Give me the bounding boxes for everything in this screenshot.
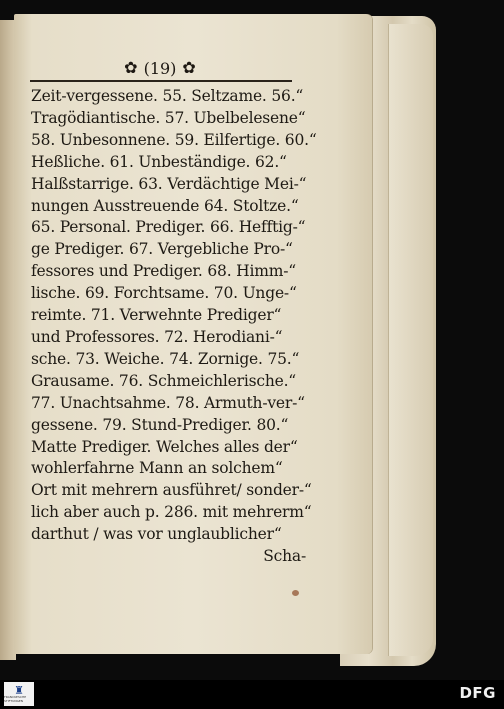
text-line: 77. Unachtsahme. 78. Armuth-ver-“ bbox=[31, 393, 305, 412]
text-line: nungen Ausstreuende 64. Stoltze.“ bbox=[31, 196, 299, 215]
viewer-footer bbox=[0, 680, 504, 709]
header-rule bbox=[30, 80, 292, 82]
ornament-left-icon: ✿ bbox=[124, 58, 138, 77]
text-line: Tragödiantische. 57. Ubelbelesene“ bbox=[31, 108, 306, 127]
text-line: Zeit-vergessene. 55. Seltzame. 56.“ bbox=[31, 87, 304, 105]
text-line: Heßliche. 61. Unbeständige. 62.“ bbox=[31, 152, 287, 171]
text-line: Ort mit mehrern ausführet/ sonder-“ bbox=[31, 481, 312, 500]
library-logo[interactable] bbox=[4, 682, 34, 706]
text-line: lich aber auch p. 286. mit mehrerm“ bbox=[31, 503, 312, 522]
text-line: wohlerfahrne Mann an solchem“ bbox=[31, 459, 283, 478]
text-line: lische. 69. Forchtsame. 70. Unge-“ bbox=[31, 284, 297, 303]
dfg-logo[interactable]: DFG bbox=[459, 684, 496, 702]
text-line: Grausame. 76. Schmeichlerische.“ bbox=[31, 371, 297, 390]
text-line: sche. 73. Weiche. 74. Zornige. 75.“ bbox=[31, 349, 300, 368]
text-line: darthut / was vor unglaublicher“ bbox=[31, 525, 282, 544]
text-line: reimte. 71. Verwehnte Prediger“ bbox=[31, 306, 282, 325]
text-line: 65. Personal. Prediger. 66. Hefftig-“ bbox=[31, 218, 306, 237]
page-text bbox=[31, 86, 317, 568]
ornament-right-icon: ✿ bbox=[182, 58, 196, 77]
text-line: Matte Prediger. Welches alles der“ bbox=[31, 437, 298, 456]
library-logo-caption: FRANCKESCHE STIFTUNGEN bbox=[4, 695, 27, 703]
page-stack-edge bbox=[388, 24, 433, 656]
page-number: (19) bbox=[143, 58, 177, 78]
text-line: und Professores. 72. Herodiani-“ bbox=[31, 327, 283, 346]
text-line: Halßstarrige. 63. Verdächtige Mei-“ bbox=[31, 174, 307, 193]
text-line: 58. Unbesonnene. 59. Eilfertige. 60.“ bbox=[31, 130, 317, 149]
text-line: fessores und Prediger. 68. Himm-“ bbox=[31, 262, 296, 281]
page-header bbox=[90, 56, 230, 80]
paper-stain bbox=[292, 590, 299, 596]
text-line: ge Prediger. 67. Vergebliche Pro-“ bbox=[31, 240, 293, 259]
library-logo-icon: ♜ bbox=[14, 684, 24, 698]
text-line: gessene. 79. Stund-Prediger. 80.“ bbox=[31, 415, 289, 434]
catchword: Scha- bbox=[263, 547, 306, 566]
